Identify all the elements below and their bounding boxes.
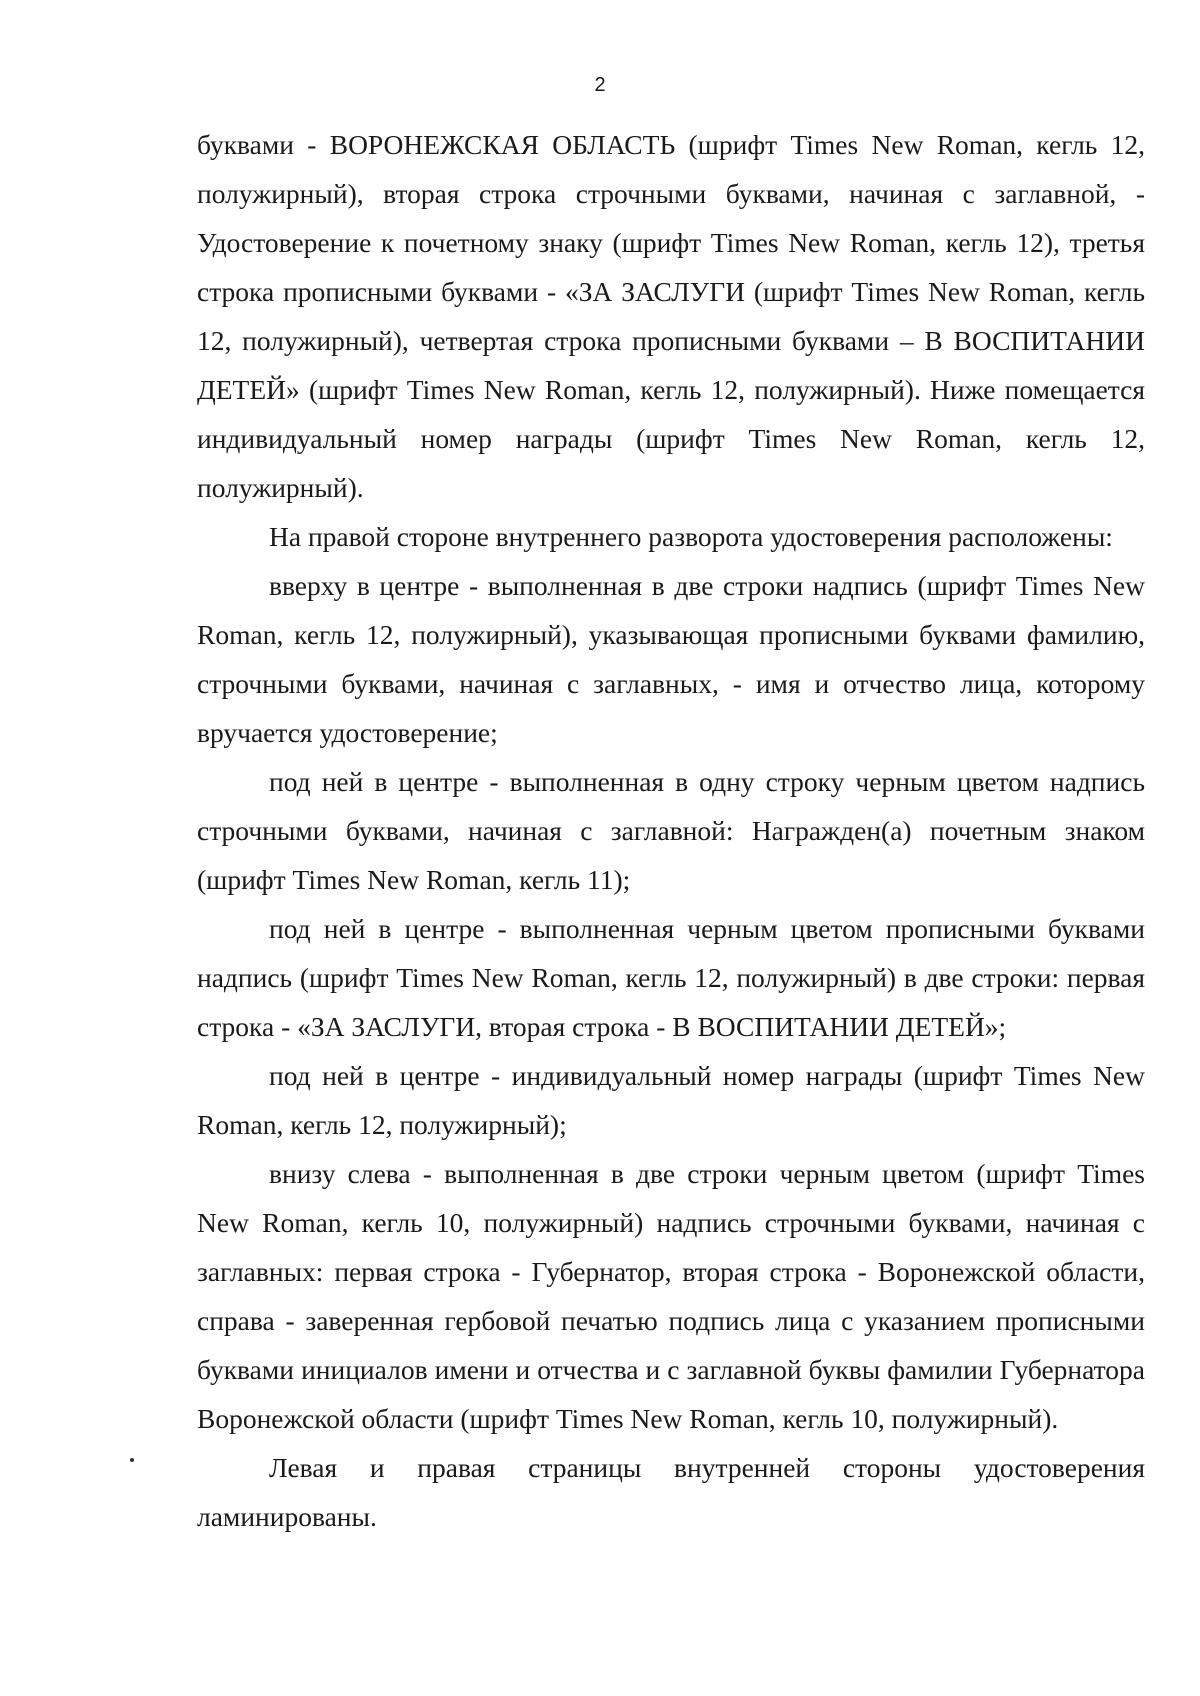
paragraph-right-side-intro: На правой стороне внутреннего разворота удостоверения расположены: [269,521,1113,552]
document-body [197,120,1145,1541]
paragraph-awarded-line: под ней в центре - выполненная в одну строку черным цветом надпись строчными буквами, начиная с заглавной: Награжден(а) почетным знаком (шрифт Times New Roman, кегль 11); [197,766,1145,895]
paragraph-award-number: под ней в центре - индивидуальный номер награды (шрифт Times New Roman, кегль 12, полужирный); [197,1060,1145,1140]
paragraph-laminated: Левая и правая страницы внутренней стороны удостоверения ламинированы. [197,1452,1145,1532]
paragraph-continuation: буквами - ВОРОНЕЖСКАЯ ОБЛАСТЬ (шрифт Times New Roman, кегль 12, полужирный), вторая строка строчными буквами, начиная с заглавной, - Удостоверение к почетному знаку (шрифт Times New Roman, кегль 12), третья строка прописными буквами - «ЗА ЗАСЛУГИ (шрифт Times New Roman, кегль 12, полужирный), четвертая строка прописными буквами – В ВОСПИТАНИИ ДЕТЕЙ» (шрифт Times New Roman, кегль 12, полужирный). Ниже помещается индивидуальный номер награды (шрифт Times New Roman, кегль 12, полужирный). [197,129,1145,503]
stray-dot-mark [130,1458,134,1462]
paragraph-merit-caption: под ней в центре - выполненная черным цветом прописными буквами надпись (шрифт Times New Roman, кегль 12, полужирный) в две строки: первая строка - «ЗА ЗАСЛУГИ, вторая строка - В ВОСПИТАНИИ ДЕТЕЙ»; [197,913,1145,1042]
page-number: 2 [594,74,606,96]
paragraph-top-center: вверху в центре - выполненная в две строки надпись (шрифт Times New Roman, кегль 12, полужирный), указывающая прописными буквами фамилию, строчными буквами, начиная с заглавных, - имя и отчество лица, которому вручается удостоверение; [197,570,1145,748]
paragraph-governor-signature: внизу слева - выполненная в две строки черным цветом (шрифт Times New Roman, кегль 10, полужирный) надпись строчными буквами, начиная с заглавных: первая строка - Губернатор, вторая строка - Воронежской области, справа - заверенная гербовой печатью подпись лица с указанием прописными буквами инициалов имени и отчества и с заглавной буквы фамилии Губернатора Воронежской области (шрифт Times New Roman, кегль 10, полужирный). [197,1158,1145,1434]
